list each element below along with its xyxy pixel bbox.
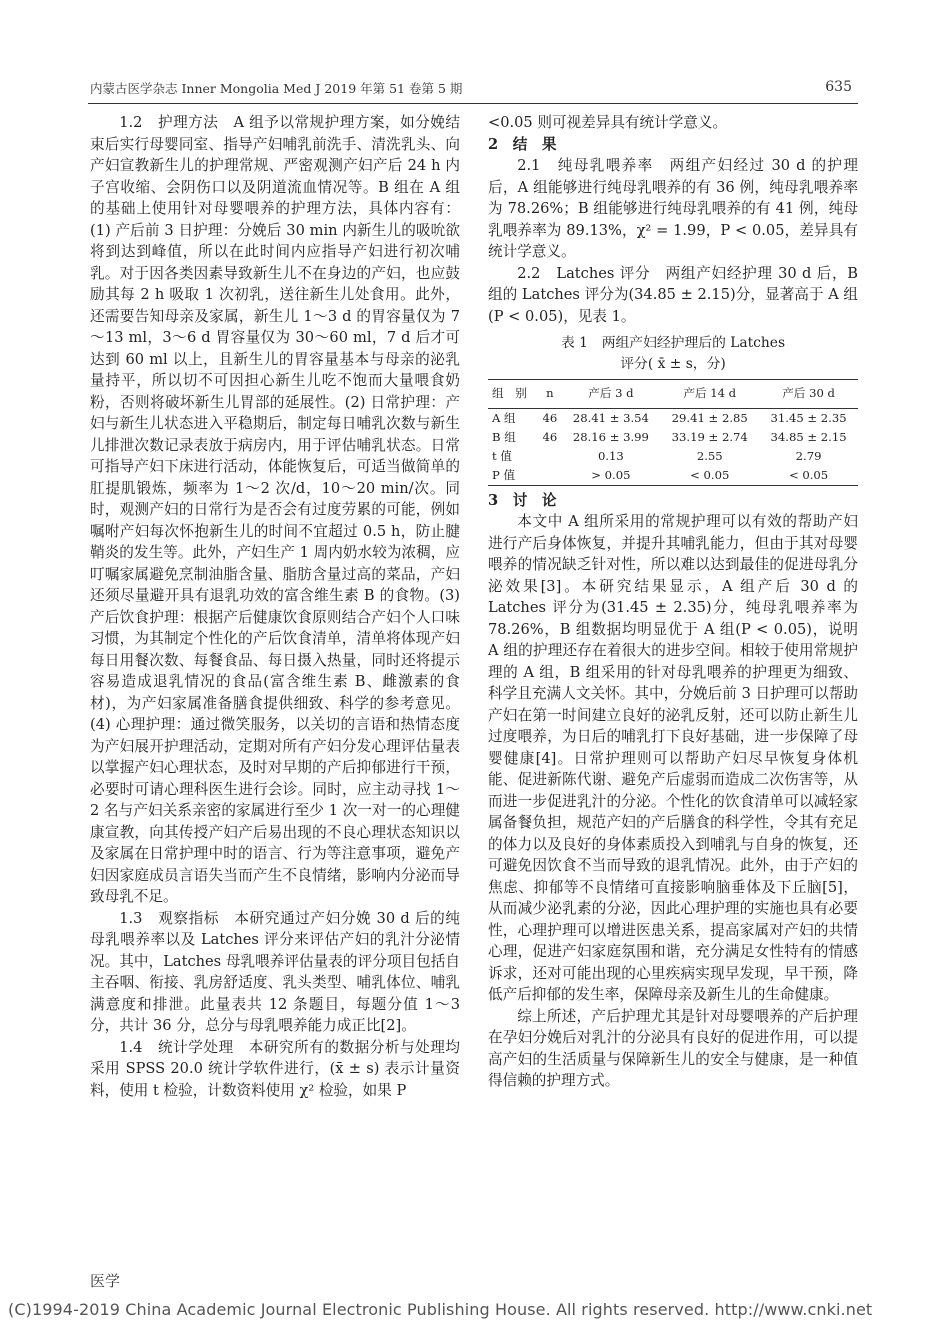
page-number: 635 [825,79,852,95]
section-1-3-paragraph: 1.3 观察指标 本研究通过产妇分娩 30 d 后的纯母乳喂养率以及 Latches 评分来评估产妇的乳汁分泌情况。其中，Latches 母乳喂养评估量表的评分项目包括自主吞咽、衔接、乳房舒适度、乳头类型、哺乳体位、哺乳满意度和排泄。此量表共 12 条题目，每题分值 1～3 分，共计 36 分，总分与母乳喂养能力成正比[2]。 [90,909,460,1034]
section-1-2-paragraph: 1.2 护理方法 A 组予以常规护理方案，如分娩结束后实行母婴同室、指导产妇哺乳前洗手、清洗乳头、向产妇宣教新生儿的护理常规、严密观测产妇产后 24 h 内子宫收缩、会阴伤口以及阴道流血情况等。B 组在 A 组的基础上使用针对母婴喂养的护理方法，具体内容有：(1) 产后前 3 日护理：分娩后 30 min 内新生儿的吸吮欲将到达到峰值，所以在此时间内应指导产妇进行初次哺乳。对于因各类因素导致新生儿不在身边的产妇，也应鼓励其每 2 h 吸取 1 次初乳，送往新生儿处食用。此外，还需要告知母亲及家属，新生儿 1～3 d 的胃容量仅为 7～13 ml，3～6 d 胃容量仅为 30～60 ml，7 d 后才可达到 60 ml 以上，且新生儿的胃容量基本与母亲的泌乳量持平，所以切不可因担心新生儿吃不饱而大量喂食奶粉，否则将破坏新生儿胃部的延展性。(2) 日常护理：产妇与新生儿状态进入平稳期后，制定每日哺乳次数与新生儿排泄次数记录表放于病房内，用于评估哺乳状态。日常可指导产妇下床进行活动，体能恢复后，可适当做简单的肛提肌锻炼，频率为 1～2 次/d，10～20 min/次。同时，观测产妇的日常行为是否会有过度劳累的可能，例如嘱咐产妇每次怀抱新生儿的时间不宜超过 0.5 h，防止腱鞘炎的发生等。此外，产妇生产 1 周内奶水较为浓稠，应叮嘱家属避免烹制油脂含量、脂肪含量过高的菜品，产妇还须尽量避开具有退乳功效的富含维生素 B 的食物。(3) 产后饮食护理：根据产后健康饮食原则结合产妇个人口味习惯，为其制定个性化的产后饮食清单，清单将体现产妇每日用餐次数、每餐食品、每日摄入热量，同时还将提示容易造成退乳情况的食品(富含维生素 B、雌激素的食材)，为产妇家属准备膳食提供细致、科学的参考意见。(4) 心理护理：通过微笑服务，以关切的言语和热情态度为产妇展开护理活动，定期对所有产妇分发心理评估量表以掌握产妇心理状态，及时对早期的产后抑郁进行干预，必要时可请心理科医生进行会诊。同时，应主动寻找 1～2 名与产妇关系亲密的家属进行至少 1 次一对一的心理健康宣教，向其传授产妇产后易出现的不良心理状态知识以及家属在日常护理中时的语言、行为等注意事项，避免产妇因家庭成员言语失当而产生不良情绪，影响内分泌而导致母乳不足。 [90,114,460,905]
table-cell: < 0.05 [759,466,858,486]
copyright-notice: (C)1994-2019 China Academic Journal Electronic Publishing House. All rights reserved. http://www.cnki.net [8,1300,873,1319]
table-cell: P 值 [488,466,538,486]
table-cell: 2.79 [795,448,822,463]
table-cell: 31.45 ± 2.35 [770,410,847,425]
table-header-row [488,380,858,409]
section-3-heading: 3 讨 论 [488,491,557,509]
conclusion-paragraph: 综上所述，产后护理尤其是针对母婴喂养的产后护理在孕妇分娩后对乳汁的分泌具有良好的促进作用，可以提高产妇的生活质量与保障新生儿的安全与健康，是一种值得信赖的护理方式。 [488,1007,858,1089]
right-column [488,112,858,1092]
table-row [488,447,858,466]
running-header: 内蒙古医学杂志 Inner Mongolia Med J 2019 年第 51 卷第 5 期 [90,81,463,96]
table-row [488,428,858,447]
header-rule [88,103,858,104]
table-cell: 46 [542,410,558,425]
table-cell: < 0.05 [660,466,759,486]
latches-table [488,379,858,486]
table-header-cell: n [538,380,561,409]
table-cell: t 值 [492,448,512,463]
discussion-paragraph: 本文中 A 组所采用的常规护理可以有效的帮助产妇进行产后身体恢复，并提升其哺乳能力，但由于其对母婴喂养的情况缺乏针对性，所以难以达到最佳的促进母乳分泌效果[3]。本研究结果显示，A 组产后 30 d 的 Latches 评分为(31.45 ± 2.35)分，纯母乳喂养率为 78.26%，B 组数据均明显优于 A 组(P < 0.05)，说明 A 组的护理还存在着很大的进步空间。相较于使用常规护理的 A 组，B 组采用的针对母乳喂养的护理更为细致、科学且充满人文关怀。其中，分娩后前 3 日护理可以帮助产妇在第一时间建立良好的泌乳反射，还可以防止新生儿过度喂养，为日后的哺乳打下良好基础，进一步保障了母婴健康[4]。日常护理则可以帮助产妇尽早恢复身体机能、促进新陈代谢、避免产后虚弱而造成二次伤害等，从而进一步促进乳汁的分泌。个性化的饮食清单可以减轻家属备餐负担，规范产妇的产后膳食的科学性，令其有充足的体力以及良好的身体素质投入到哺乳与自身的恢复，还可避免因饮食不当而导致的退乳情况。此外，由于产妇的焦虑、抑郁等不良情绪可直接影响脑垂体及下丘脑[5]，从而减少泌乳素的分泌，因此心理护理的实施也具有必要性，心理护理可以增进医患关系，提高家属对产妇的共情心理，促进产妇家庭氛围和谐，充分满足女性特有的情感诉求，还对可能出现的心里疾病实现早发现，早干预，降低产后抑郁的发生率，保障母亲及新生儿的生命健康。 [488,513,858,1003]
continued-text: <0.05 则可视差异具有统计学意义。 [488,114,728,131]
table-title-line-2: 评分( x̄ ± s，分) [620,356,726,372]
table-cell [538,466,561,486]
table-header-cell: 组 别 [488,380,538,409]
table-header-cell: 产后 14 d [660,380,759,409]
table-cell: 34.85 ± 2.15 [770,429,847,444]
table-row [488,408,858,428]
table-header-cell: 产后 30 d [759,380,858,409]
section-2-1-paragraph: 2.1 纯母乳喂养率 两组产妇经过 30 d 的护理后，A 组能够进行纯母乳喂养的有 36 例，纯母乳喂养率为 78.26%；B 组能够进行纯母乳喂养的有 41 例，纯母乳喂养率为 89.13%，χ² = 1.99，P < 0.05，差异具有统计学意义。 [488,157,858,260]
table-cell: 33.19 ± 2.74 [671,429,748,444]
table-cell: 28.16 ± 3.99 [572,429,649,444]
section-1-4-paragraph: 1.4 统计学处理 本研究所有的数据分析与处理均采用 SPSS 20.0 统计学软件进行，(x̄ ± s) 表示计量资料，使用 t 检验，计数资料使用 χ² 检验，如果 P [90,1038,460,1099]
table-cell: 0.13 [597,448,624,463]
table-cell: > 0.05 [561,466,660,486]
section-2-2-paragraph: 2.2 Latches 评分 两组产妇经护理 30 d 后，B 组的 Latches 评分为(34.85 ± 2.15)分，显著高于 A 组(P < 0.05)，见表 1。 [488,264,858,325]
left-column [90,112,460,1101]
table-cell: 29.41 ± 2.85 [671,410,748,425]
section-2-heading: 2 结 果 [488,135,557,153]
table-cell: A 组 [492,410,516,425]
table-cell: 28.41 ± 3.54 [572,410,649,425]
table-cell [538,447,561,466]
table-cell: 2.55 [696,448,723,463]
table-1 [488,333,858,486]
footer-section-label: 医学 [90,1272,121,1290]
table-header-cell: 产后 3 d [561,380,660,409]
table-cell: 46 [542,429,558,444]
table-row [488,466,858,486]
table-title-line-1: 表 1 两组产妇经护理后的 Latches [560,335,786,351]
table-cell: B 组 [492,429,516,444]
